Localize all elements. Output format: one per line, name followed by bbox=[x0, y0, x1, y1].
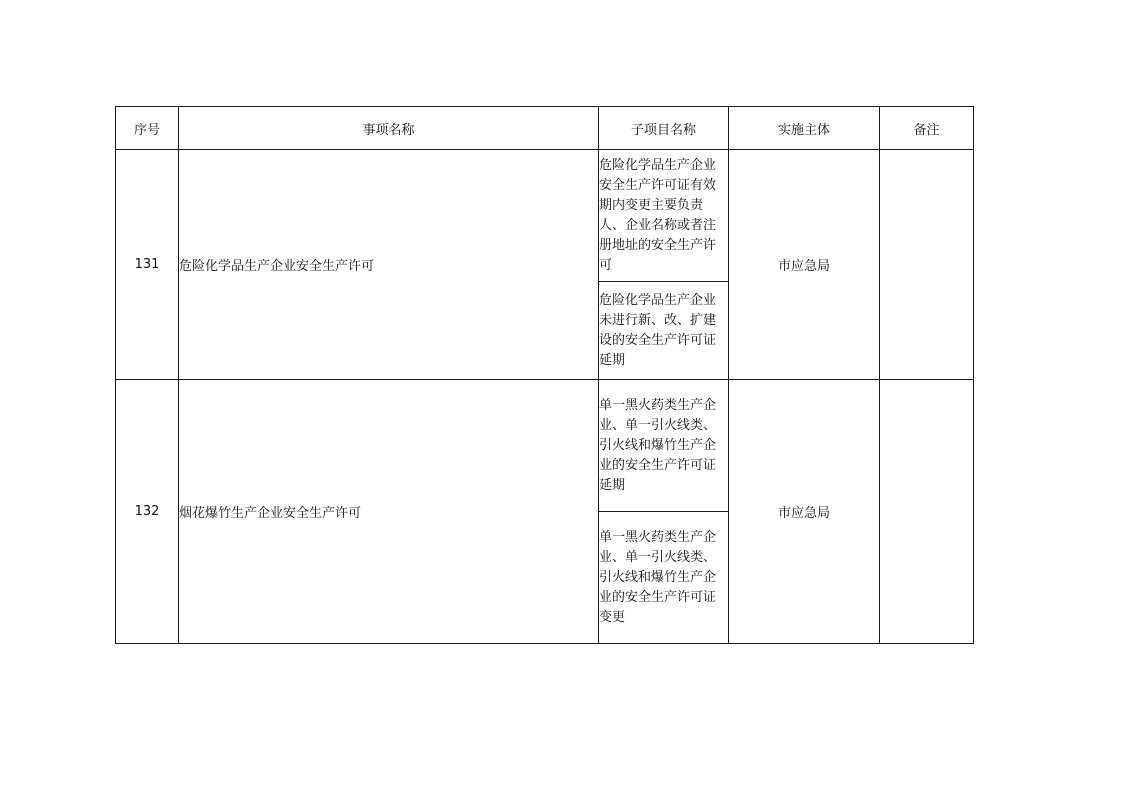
table-header-row bbox=[116, 107, 974, 150]
table-row bbox=[116, 150, 974, 282]
row-subitem bbox=[599, 512, 729, 644]
header-subitem-name: 子项目名称 bbox=[599, 107, 729, 150]
header-implementing-entity: 实施主体 bbox=[729, 107, 880, 150]
row-item-name: 危险化学品生产企业安全生产许可 bbox=[179, 150, 599, 380]
permit-items-table bbox=[115, 106, 974, 644]
row-subitem bbox=[599, 380, 729, 512]
row-implementing-entity: 市应急局 bbox=[729, 150, 880, 380]
table-row bbox=[116, 380, 974, 512]
subitem-text: 危险化学品生产企业未进行新、改、扩建设的安全生产许可证延期 bbox=[599, 292, 717, 368]
row-remarks bbox=[880, 150, 974, 380]
header-serial-number: 序号 bbox=[116, 107, 179, 150]
subitem-text: 单一黑火药类生产企业、单一引火线类、引火线和爆竹生产企业的安全生产许可证变更 bbox=[599, 529, 717, 625]
row-subitem bbox=[599, 282, 729, 380]
row-subitem bbox=[599, 150, 729, 282]
row-serial-number: 132 bbox=[116, 380, 179, 644]
row-remarks bbox=[880, 380, 974, 644]
header-remarks: 备注 bbox=[880, 107, 974, 150]
header-item-name: 事项名称 bbox=[179, 107, 599, 150]
row-serial-number: 131 bbox=[116, 150, 179, 380]
row-implementing-entity: 市应急局 bbox=[729, 380, 880, 644]
subitem-text: 单一黑火药类生产企业、单一引火线类、引火线和爆竹生产企业的安全生产许可证延期 bbox=[599, 397, 717, 493]
row-item-name: 烟花爆竹生产企业安全生产许可 bbox=[179, 380, 599, 644]
subitem-text: 危险化学品生产企业安全生产许可证有效期内变更主要负责人、企业名称或者注册地址的安全生产许可 bbox=[599, 157, 717, 273]
